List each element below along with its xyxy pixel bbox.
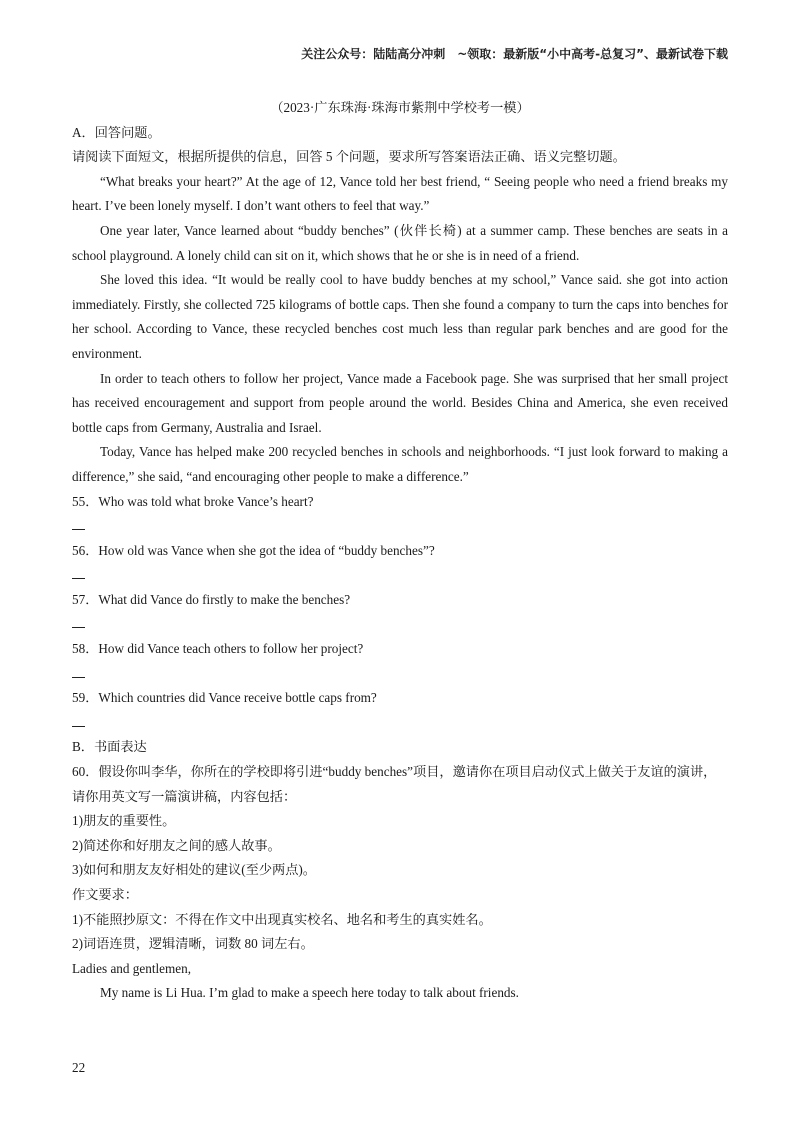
requirements-title: 作文要求： [72, 887, 138, 902]
passage-paragraph-5: Today, Vance has helped make 200 recycled benches in schools and neighborhoods. “I just look forward to making a difference,” she said, “and encouraging other people to make a difference.” [72, 444, 728, 484]
passage-paragraph-3: She loved this idea. “It would be really cool to have buddy benches at my school,” Vance said. she got into action immediately. Firstly, she collected 725 kilograms of bottle caps. Then she found a company to turn the caps into benches for her school. According to Vance, these recycled benches cost much less than regular park benches and are good for the environment. [72, 272, 728, 361]
document-body [72, 96, 728, 1006]
question-57: 57．What did Vance do firstly to make the benches? [72, 591, 351, 607]
question-58: 58．How did Vance teach others to follow her project? [72, 641, 364, 657]
answer-line-57 [72, 612, 728, 637]
speech-opening: My name is Li Hua. I’m glad to make a speech here today to talk about friends. [100, 985, 519, 1001]
writing-point-1: 1)朋友的重要性。 [72, 813, 176, 829]
requirement-2: 2)词语连贯，逻辑清晰，词数 80 词左右。 [72, 936, 314, 952]
answer-line-55 [72, 514, 728, 539]
section-b-title: B．书面表达 [72, 739, 147, 755]
requirement-1: 1)不能照抄原文：不得在作文中出现真实校名、地名和考生的真实姓名。 [72, 911, 492, 927]
page-header: 关注公众号：陆陆高分冲刺 ~领取：最新版“小中高考-总复习”、最新试卷下载 [301, 47, 728, 61]
source-line: （2023·广东珠海·珠海市紫荆中学校考一模） [270, 100, 530, 115]
page-number: 22 [72, 1060, 86, 1075]
section-a-title: A．回答问题。 [72, 124, 161, 140]
answer-line-59 [72, 711, 728, 736]
passage-paragraph-2: One year later, Vance learned about “buddy benches” (伙伴长椅) at a summer camp. These benches are seats in a school playground. A lonely child can sit on it, which shows that he or she is in need of a friend. [72, 222, 728, 263]
question-55: 55．Who was told what broke Vance’s heart? [72, 493, 314, 509]
passage-paragraph-1: “What breaks your heart?” At the age of 12, Vance told her best friend, “ Seeing people who need a friend breaks my heart. I’ve been lonely myself. I don’t want others to feel that way.” [72, 173, 728, 214]
question-59: 59．Which countries did Vance receive bottle caps from? [72, 690, 377, 706]
answer-line-58 [72, 662, 728, 687]
speech-greeting: Ladies and gentlemen, [72, 960, 192, 976]
answer-line-56 [72, 563, 728, 588]
passage-paragraph-4: In order to teach others to follow her project, Vance made a Facebook page. She was surprised that her small project has received encouragement and support from people around the world. Besides China and America, she even received bottle caps from Germany, Australia and Israel. [72, 370, 728, 435]
writing-prompt: 60．假设你叫李华，你所在的学校即将引进“buddy benches”项目，邀请你在项目启动仪式上做关于友谊的演讲，请你用英文写一篇演讲稿，内容包括： [72, 764, 717, 804]
question-56: 56．How old was Vance when she got the idea of “buddy benches”? [72, 542, 435, 558]
writing-point-2: 2)简述你和好朋友之间的感人故事。 [72, 837, 281, 853]
writing-point-3: 3)如何和朋友友好相处的建议(至少两点)。 [72, 862, 316, 878]
section-a-instruction: 请阅读下面短文，根据所提供的信息，回答 5 个问题，要求所写答案语法正确、语义完整切题。 [72, 149, 626, 165]
